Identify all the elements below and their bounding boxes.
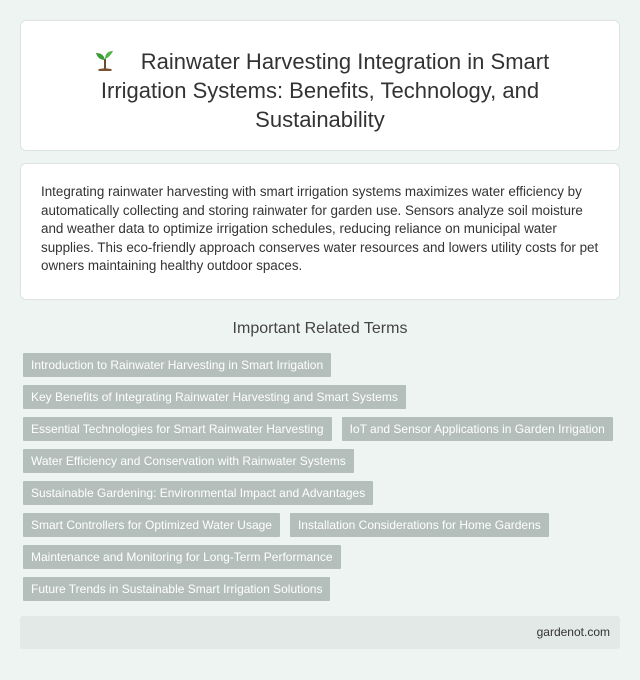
summary-card bbox=[20, 163, 620, 300]
page-title bbox=[61, 47, 579, 134]
tag-row bbox=[23, 481, 623, 505]
tag-row bbox=[23, 577, 623, 601]
related-term-tag[interactable]: Future Trends in Sustainable Smart Irrigation Solutions bbox=[23, 577, 330, 601]
tag-row bbox=[23, 385, 623, 409]
summary-text: Integrating rainwater harvesting with smart irrigation systems maximizes water efficiency by automatically collecting and storing rainwater for garden use. Sensors analyze soil moisture and weather data to optimize irrigation schedules, reducing reliance on municipal water supplies. This eco-friendly approach conserves water resources and lowers utility costs for pet owners maintaining healthy outdoor spaces. bbox=[41, 184, 599, 273]
footer bbox=[20, 616, 620, 649]
related-term-tag[interactable]: Smart Controllers for Optimized Water Usage bbox=[23, 513, 280, 537]
footer-site-link[interactable]: gardenot.com bbox=[536, 625, 610, 639]
related-term-tag[interactable]: Key Benefits of Integrating Rainwater Harvesting and Smart Systems bbox=[23, 385, 406, 409]
related-term-tag[interactable]: Water Efficiency and Conservation with Rainwater Systems bbox=[23, 449, 354, 473]
header-card bbox=[20, 20, 620, 151]
related-term-tag[interactable]: Sustainable Gardening: Environmental Impact and Advantages bbox=[23, 481, 373, 505]
related-term-tag[interactable]: Installation Considerations for Home Gardens bbox=[290, 513, 549, 537]
tag-row bbox=[23, 353, 623, 377]
related-terms-heading: Important Related Terms bbox=[232, 320, 408, 337]
related-terms-list bbox=[23, 353, 623, 609]
tag-row bbox=[23, 417, 623, 441]
tag-row bbox=[23, 449, 623, 473]
tag-row bbox=[23, 545, 623, 569]
related-term-tag[interactable]: Introduction to Rainwater Harvesting in Smart Irrigation bbox=[23, 353, 331, 377]
title-text: Rainwater Harvesting Integration in Smart Irrigation Systems: Benefits, Technology, and Sustainability bbox=[100, 49, 550, 132]
related-term-tag[interactable]: Maintenance and Monitoring for Long-Term Performance bbox=[23, 545, 341, 569]
related-term-tag[interactable]: Essential Technologies for Smart Rainwater Harvesting bbox=[23, 417, 332, 441]
seedling-icon bbox=[91, 49, 119, 71]
tag-row bbox=[23, 513, 623, 537]
related-term-tag[interactable]: IoT and Sensor Applications in Garden Irrigation bbox=[342, 417, 613, 441]
